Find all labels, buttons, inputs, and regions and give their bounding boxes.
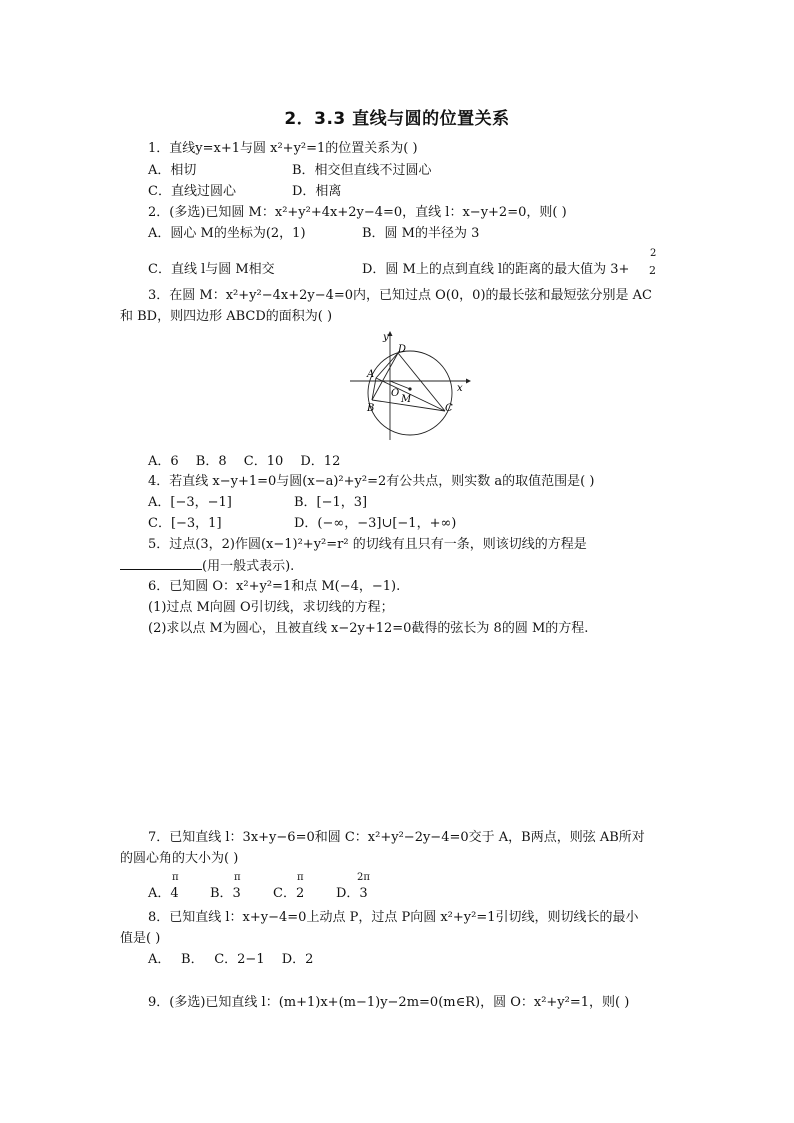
question-8-options: A． B． C．2−1 D．2 — [148, 952, 314, 967]
question-4-option-b: B．[−1，3] — [294, 495, 368, 510]
question-7-stem-line-2: 的圆心角的大小为( ) — [120, 851, 239, 866]
question-7-option-a-numerator: π — [172, 872, 179, 883]
circle-chord-figure — [350, 328, 472, 442]
question-7-stem-line-1: 7．已知直线 l：3x+y−6=0和圆 C：x²+y²−2y−4=0交于 A，B两点，则弦 AB所对 — [148, 830, 645, 845]
question-6-part-2: (2)求以点 M为圆心，且被直线 x−2y+12=0截得的弦长为 8的圆 M的方程. — [148, 621, 589, 636]
question-1-option-a: A．相切 — [148, 163, 197, 178]
question-4-option-c: C．[−3，1] — [148, 516, 222, 531]
figure-label-x: x — [457, 383, 463, 394]
question-2-option-d: D．圆 M上的点到直线 l的距离的最大值为 3+ — [362, 262, 630, 277]
question-6-stem: 6．已知圆 O：x²+y²=1和点 M(−4，−1). — [148, 579, 401, 594]
question-5-tail: (用一般式表示). — [202, 559, 295, 574]
question-2-option-d-fraction-top: 2 — [650, 248, 657, 259]
answer-blank — [120, 557, 202, 570]
figure-label-c: C — [445, 403, 453, 414]
question-8-stem-line-2: 值是( ) — [120, 931, 161, 946]
question-1-option-c: C．直线过圆心 — [148, 184, 236, 199]
question-2-stem: 2．(多选)已知圆 M：x²+y²+4x+2y−4=0，直线 l：x−y+2=0，则( ) — [148, 205, 567, 220]
question-7-option-c-numerator: π — [297, 872, 304, 883]
question-7-option-a: A．4 — [148, 886, 179, 901]
question-2-option-a: A．圆心 M的坐标为(2，1) — [148, 226, 306, 241]
question-7-option-c: C．2 — [273, 886, 305, 901]
question-3-stem-line-2: 和 BD，则四边形 ABCD的面积为( ) — [120, 309, 333, 324]
question-2-option-d-fraction-bottom: 2 — [649, 264, 656, 277]
question-1-stem: 1．直线y=x+1与圆 x²+y²=1的位置关系为( ) — [148, 141, 418, 156]
question-2-option-b: B．圆 M的半径为 3 — [362, 226, 480, 241]
figure-label-m: M — [401, 394, 412, 405]
question-9-stem: 9．(多选)已知直线 l：(m+1)x+(m−1)y−2m=0(m∈R)，圆 O：x²+y²=1，则( ) — [148, 995, 630, 1010]
question-3-stem-line-1: 3．在圆 M：x²+y²−4x+2y−4=0内，已知过点 O(0，0)的最长弦和最短弦分别是 AC — [148, 288, 652, 303]
question-4-option-d: D．(−∞，−3]∪[−1，+∞) — [294, 516, 457, 531]
question-4-stem: 4．若直线 x−y+1=0与圆(x−a)²+y²=2有公共点，则实数 a的取值范围是( ) — [148, 474, 595, 489]
question-2-option-c: C．直线 l与圆 M相交 — [148, 262, 275, 277]
figure-label-y: y — [383, 332, 389, 343]
question-7-option-b: B．3 — [210, 886, 241, 901]
question-7-option-d: D．3 — [336, 886, 368, 901]
question-7-option-d-numerator: 2π — [357, 872, 370, 883]
figure-label-o: O — [391, 388, 400, 399]
question-1-option-b: B．相交但直线不过圆心 — [292, 163, 432, 178]
figure-label-a: A — [367, 369, 375, 380]
question-8-stem-line-1: 8．已知直线 l：x+y−4=0上动点 P，过点 P向圆 x²+y²=1引切线，则切线长的最小 — [148, 910, 639, 925]
question-4-option-a: A．[−3，−1] — [148, 495, 232, 510]
question-3-options: A．6 B．8 C．10 D．12 — [148, 454, 341, 469]
figure-label-b: B — [367, 403, 375, 414]
question-6-part-1: (1)过点 M向圆 O引切线，求切线的方程； — [148, 600, 394, 615]
question-7-option-b-numerator: π — [234, 872, 241, 883]
question-1-option-d: D．相离 — [292, 184, 342, 199]
question-5-answer-line — [120, 557, 294, 576]
figure-label-d: D — [398, 344, 407, 355]
page-title: 2．3.3 直线与圆的位置关系 — [284, 109, 510, 129]
question-5-stem: 5．过点(3，2)作圆(x−1)²+y²=r² 的切线有且只有一条，则该切线的方程是 — [148, 537, 587, 552]
